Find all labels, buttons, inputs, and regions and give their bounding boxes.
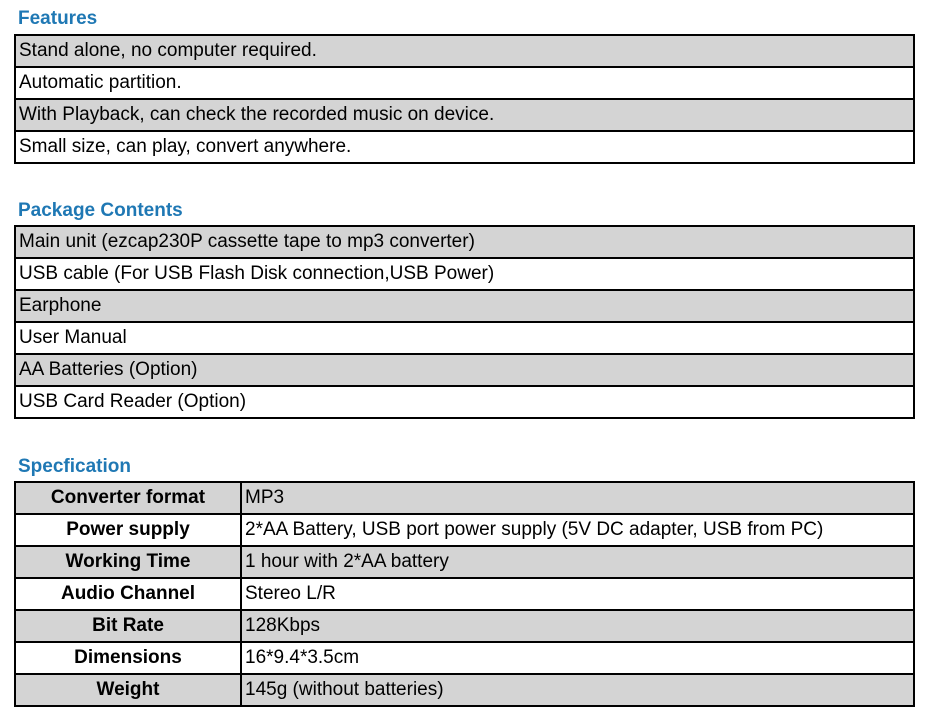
features-table	[14, 34, 915, 164]
package-row	[16, 289, 913, 321]
spec-row	[16, 673, 913, 705]
spec-value: 16*9.4*3.5cm	[245, 647, 360, 668]
package-item-text: Main unit (ezcap230P cassette tape to mp3 converter)	[19, 231, 475, 252]
spec-value: MP3	[245, 487, 285, 508]
spec-value: 145g (without batteries)	[245, 679, 444, 700]
package-item-text: User Manual	[19, 327, 127, 348]
features-row	[16, 36, 913, 66]
features-row	[16, 98, 913, 130]
spec-row	[16, 545, 913, 577]
package-row	[16, 227, 913, 257]
spec-heading: Specfication	[18, 456, 131, 477]
package-row	[16, 321, 913, 353]
package-row	[16, 353, 913, 385]
spec-row	[16, 577, 913, 609]
spec-row	[16, 641, 913, 673]
package-item-text: AA Batteries (Option)	[19, 359, 198, 380]
features-row	[16, 130, 913, 162]
spec-label: Audio Channel	[16, 579, 242, 609]
spec-label: Weight	[16, 675, 242, 705]
spec-label: Bit Rate	[16, 611, 242, 641]
spec-value: 2*AA Battery, USB port power supply (5V DC adapter, USB from PC)	[245, 519, 824, 540]
spec-value: 1 hour with 2*AA battery	[245, 551, 449, 572]
feature-text: Small size, can play, convert anywhere.	[19, 136, 352, 157]
package-row	[16, 385, 913, 417]
package-heading: Package Contents	[18, 200, 183, 221]
package-table	[14, 225, 915, 419]
package-row	[16, 257, 913, 289]
features-heading: Features	[18, 8, 98, 29]
spec-label: Working Time	[16, 547, 242, 577]
package-item-text: USB cable (For USB Flash Disk connection,USB Power)	[19, 263, 495, 284]
feature-text: Automatic partition.	[19, 72, 182, 93]
spec-label: Power supply	[16, 515, 242, 545]
package-item-text: Earphone	[19, 295, 102, 316]
spec-value: Stereo L/R	[245, 583, 336, 604]
spec-value: 128Kbps	[245, 615, 321, 636]
spec-row	[16, 483, 913, 513]
feature-text: Stand alone, no computer required.	[19, 40, 317, 61]
spec-row	[16, 609, 913, 641]
spec-table	[14, 481, 915, 707]
spec-row	[16, 513, 913, 545]
features-row	[16, 66, 913, 98]
feature-text: With Playback, can check the recorded music on device.	[19, 104, 495, 125]
package-item-text: USB Card Reader (Option)	[19, 391, 247, 412]
spec-label: Converter format	[16, 483, 242, 513]
spec-label: Dimensions	[16, 643, 242, 673]
